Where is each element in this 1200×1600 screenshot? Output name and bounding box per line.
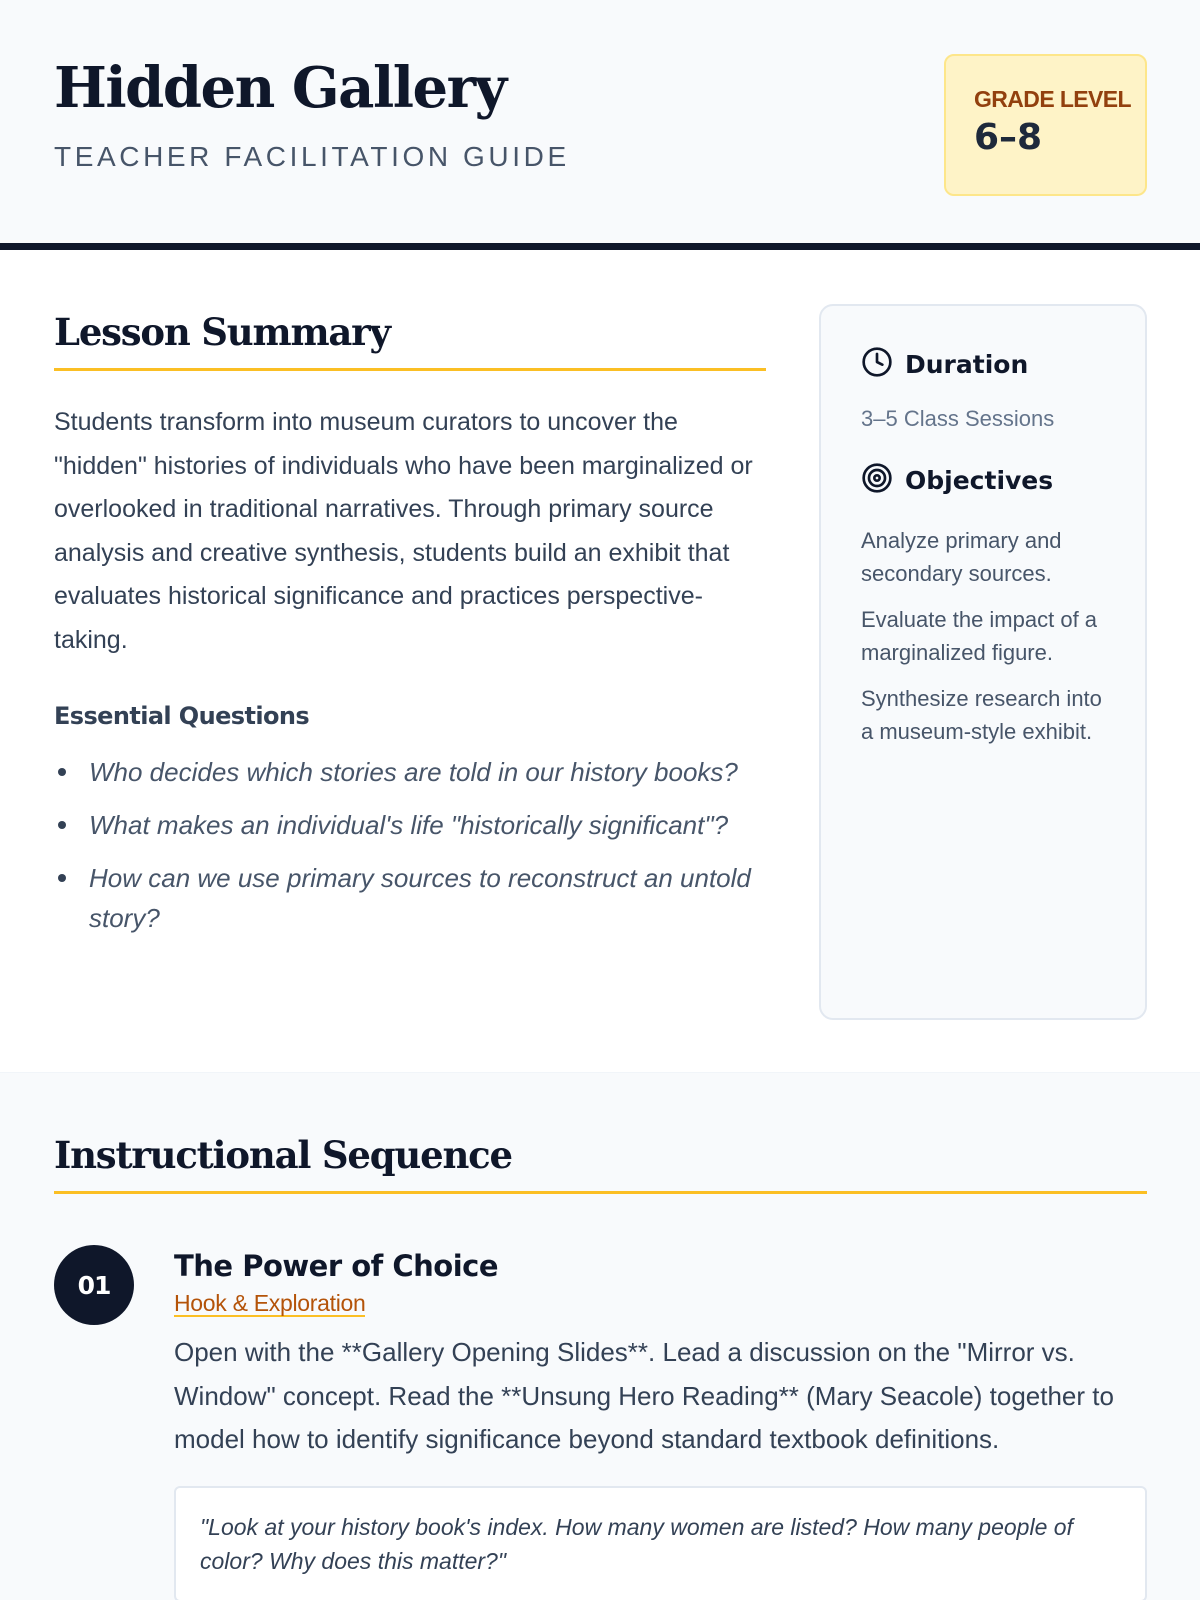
bullet-icon: [58, 874, 66, 882]
page-title: Hidden Gallery: [54, 55, 506, 121]
objectives-list: [861, 524, 1111, 748]
essential-question-item: [54, 752, 766, 792]
objectives-heading: [861, 462, 1145, 499]
essential-question-text: How can we use primary sources to reconstruct an untold story?: [89, 863, 751, 933]
instructional-sequence-section: [0, 1073, 1200, 1600]
grade-level-badge: [944, 54, 1147, 196]
essential-question-item: [54, 858, 766, 938]
essential-question-text: Who decides which stories are told in our history books?: [89, 757, 738, 787]
page-subtitle: TEACHER FACILITATION GUIDE: [54, 141, 570, 172]
clock-icon: [861, 346, 893, 383]
page-header: [0, 0, 1200, 250]
step-body: [174, 1245, 1147, 1600]
essential-questions-list: [54, 752, 766, 938]
step-description: Open with the **Gallery Opening Slides**. Lead a discussion on the "Mirror vs. Window" concept. Read the **Unsung Hero Reading** (Mary Seacole) together to model how to identify significance beyond standard textbook definitions.: [174, 1337, 1114, 1454]
grade-level-value: 6–8: [974, 117, 1043, 158]
bullet-icon: [58, 768, 66, 776]
step-title: The Power of Choice: [174, 1249, 499, 1283]
duration-value: 3–5 Class Sessions: [861, 406, 1055, 431]
objective-item: Analyze primary and secondary sources.: [861, 528, 1062, 586]
lesson-summary-heading: Lesson Summary: [54, 310, 766, 371]
essential-question-text: What makes an individual's life "historically significant"?: [89, 810, 729, 840]
step-phase-tag: Hook & Exploration: [174, 1290, 366, 1316]
lesson-details-card: [819, 304, 1147, 1020]
bullet-icon: [58, 821, 66, 829]
essential-questions-heading: Essential Questions: [54, 702, 310, 730]
target-icon: [861, 462, 893, 499]
objectives-label: Objectives: [905, 466, 1054, 495]
instructional-sequence-header: [54, 1133, 1147, 1194]
duration-label: Duration: [905, 350, 1029, 379]
lesson-summary-section: [0, 250, 1200, 1073]
objective-item: Synthesize research into a museum-style exhibit.: [861, 686, 1102, 744]
objective-item: Evaluate the impact of a marginalized figure.: [861, 607, 1098, 665]
lesson-summary-main: [54, 310, 766, 951]
duration-heading: [861, 346, 1145, 383]
essential-question-item: [54, 805, 766, 845]
step-discussion-quote: "Look at your history book's index. How many women are listed? How many people of color? Why does this matter?": [174, 1486, 1147, 1600]
lesson-summary-text: Students transform into museum curators to uncover the "hidden" histories of individuals who have been marginalized or overlooked in traditional narratives. Through primary source analysis and creative synthesis, students build an exhibit that evaluates historical significance and practices perspective-taking.: [54, 408, 753, 654]
instructional-sequence-heading: Instructional Sequence: [54, 1133, 1147, 1194]
grade-level-label: GRADE LEVEL: [974, 86, 1131, 112]
step-number-badge: 01: [54, 1245, 134, 1325]
